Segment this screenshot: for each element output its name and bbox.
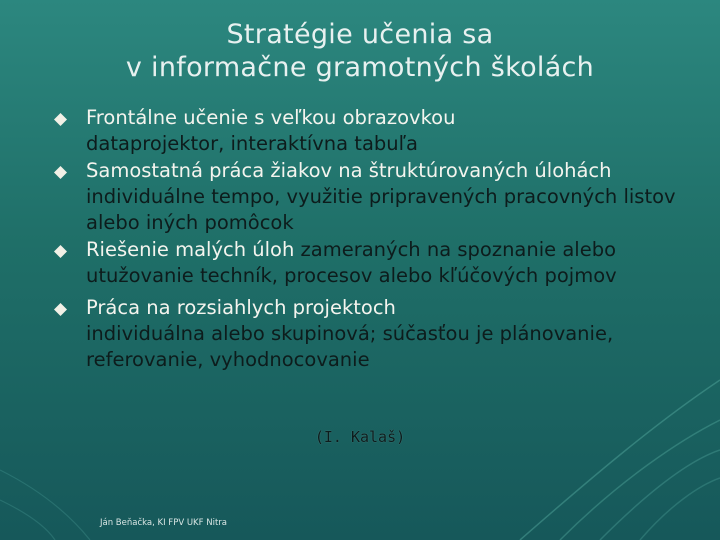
bullet-description: individuálna alebo skupinová; súčasťou je plánovanie, referovanie, vyhodnocovanie — [86, 322, 614, 371]
bullet-item-frontal-learning — [52, 105, 692, 157]
footer-author: Ján Beňačka, KI FPV UKF Nitra — [100, 518, 227, 528]
bullet-heading-highlight: Frontálne učenie s veľkou obrazovkou — [86, 106, 456, 129]
diamond-bullet-icon — [54, 303, 67, 316]
bullet-item-large-projects — [52, 295, 692, 373]
diamond-bullet-icon — [54, 113, 67, 126]
bullet-heading-highlight: Práca na rozsiahlych projektoch — [86, 296, 396, 319]
bullet-item-small-tasks — [52, 237, 692, 289]
diamond-bullet-icon — [54, 245, 67, 258]
bullet-heading-highlight: Riešenie malých úloh — [86, 238, 295, 261]
bullet-heading-rest: zameraných na spoznanie alebo utužovanie techník, procesov alebo kľúčových pojmov — [86, 238, 617, 287]
slide-title-line-2: v informačne gramotných školách — [125, 52, 595, 83]
slide-title-line-1: Stratégie učenia sa — [226, 19, 494, 50]
bullet-heading — [86, 158, 692, 184]
slide-title — [0, 18, 720, 84]
bullet-list — [52, 105, 692, 374]
bullet-item-independent-work — [52, 158, 692, 236]
bullet-heading — [86, 105, 692, 131]
bullet-description: individuálne tempo, využitie pripravených pracovných listov alebo iných pomôcok — [86, 185, 676, 234]
bullet-heading-highlight: Samostatná práca žiakov na štruktúrovaných úlohách — [86, 159, 612, 182]
diamond-bullet-icon — [54, 166, 67, 179]
bullet-heading — [86, 238, 617, 287]
citation: (I. Kalaš) — [314, 428, 406, 446]
bullet-description: dataprojektor, interaktívna tabuľa — [86, 132, 418, 155]
bullet-heading — [86, 295, 692, 321]
